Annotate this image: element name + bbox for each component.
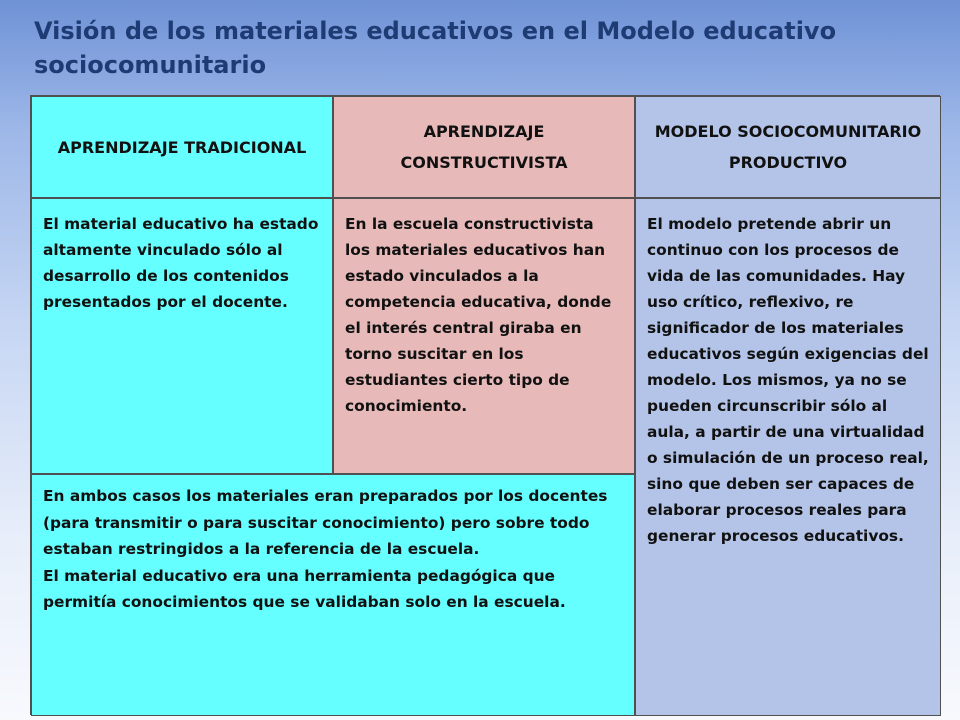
slide-title: Visión de los materiales educativos en el Modelo educativo sociocomunitario [34, 17, 837, 79]
comparison-table [30, 95, 940, 715]
cell-tradicional: El material educativo ha estado altamente vinculado sólo al desarrollo de los contenidos presentados por el docente. [31, 198, 333, 474]
cell-ambos-casos [31, 474, 635, 716]
header-tradicional [31, 96, 333, 198]
header-sociocomunitario [635, 96, 941, 198]
header-sociocomunitario-label: MODELO SOCIOCOMUNITARIO PRODUCTIVO [654, 122, 922, 172]
header-constructivista [333, 96, 635, 198]
header-constructivista-label: APRENDIZAJE CONSTRUCTIVISTA [400, 122, 568, 172]
cell-sociocomunitario: El modelo pretende abrir un continuo con los procesos de vida de las comunidades. Hay uso crítico, reflexivo, re significador de los materiales educativos según exigencias del modelo. Los mismos, ya no se pueden circunscribir sólo al aula, a partir de una virtualidad o simulación de un proceso real, sino que deben ser capaces de elaborar procesos reales para generar procesos educativos. [635, 198, 941, 716]
ambos-paragraph-1: En ambos casos los materiales eran preparados por los docentes (para transmitir o para suscitar conocimiento) pero sobre todo estaban restringidos a la referencia de la escuela. [43, 487, 608, 558]
cell-constructivista: En la escuela constructivista los materiales educativos han estado vinculados a la competencia educativa, donde el interés central giraba en torno suscitar en los estudiantes cierto tipo de conocimiento. [333, 198, 635, 474]
ambos-paragraph-2: El material educativo era una herramienta pedagógica que permitía conocimientos que se validaban solo en la escuela. [43, 566, 566, 611]
header-tradicional-label: APRENDIZAJE TRADICIONAL [57, 137, 307, 157]
